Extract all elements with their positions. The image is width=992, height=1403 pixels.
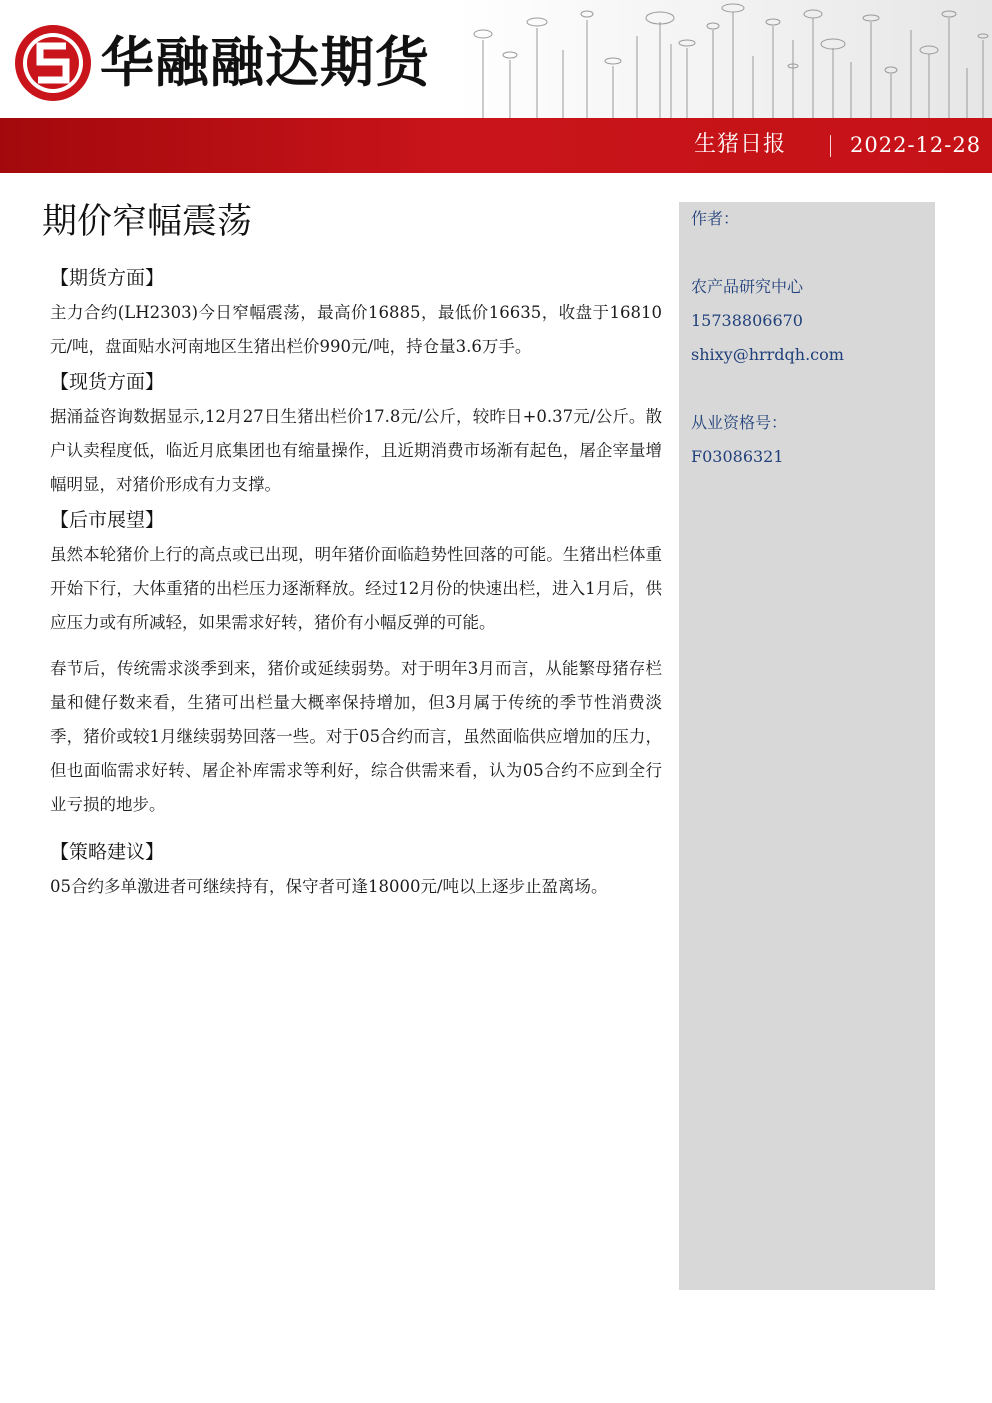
paragraph-futures: 主力合约(LH2303)今日窄幅震荡，最高价16885，最低价16635，收盘于16810元/吨，盘面贴水河南地区生猪出栏价990元/吨，持仓量3.6万手。 — [50, 303, 662, 356]
paragraph-outlook-2: 春节后，传统需求淡季到来，猪价或延续弱势。对于明年3月而言，从能繁母猪存栏量和健仔数来看，生猪可出栏量大概率保持增加，但3月属于传统的季节性消费淡季，猪价或较1月继续弱势回落一些。对于05合约而言，虽然面临供应增加的压力，但也面临需求好转、屠企补库需求等利好，综合供需来看，认为05合约不应到全行业亏损的地步。 — [50, 659, 662, 814]
decorative-line-pattern — [455, 0, 992, 118]
author-email: shixy@hrrdqh.com — [691, 345, 844, 364]
report-title: 期价窄幅震荡 — [42, 202, 253, 242]
paragraph-strategy: 05合约多单激进者可继续持有，保守者可逢18000元/吨以上逐步止盈离场。 — [50, 877, 608, 896]
qualification-label: 从业资格号： — [691, 413, 788, 432]
author-label: 作者： — [691, 209, 740, 228]
author-department: 农产品研究中心 — [691, 277, 804, 296]
report-body — [50, 260, 662, 904]
report-banner — [0, 118, 992, 173]
section-heading-strategy: 【策略建议】 — [50, 841, 165, 863]
company-logo-icon — [12, 22, 94, 104]
company-name: 华融融达期货 — [100, 31, 430, 94]
paragraph-spot: 据涌益咨询数据显示,12月27日生猪出栏价17.8元/公斤，较昨日+0.37元/公斤。散户认卖程度低，临近月底集团也有缩量操作，且近期消费市场渐有起色，屠企宰量增幅明显，对猪价形成有力支撑。 — [50, 407, 662, 494]
section-heading-futures: 【期货方面】 — [50, 267, 165, 289]
banner-divider — [830, 135, 831, 157]
report-name: 生猪日报 — [694, 132, 787, 157]
section-heading-outlook: 【后市展望】 — [50, 509, 165, 531]
report-header — [0, 0, 992, 175]
paragraph-outlook-1: 虽然本轮猪价上行的高点或已出现，明年猪价面临趋势性回落的可能。生猪出栏体重开始下行，大体重猪的出栏压力逐渐释放。经过12月份的快速出栏，进入1月后，供应压力或有所减轻，如果需求好转，猪价有小幅反弹的可能。 — [50, 545, 662, 632]
author-phone: 15738806670 — [691, 311, 803, 330]
report-date: 2022-12-28 — [850, 133, 982, 157]
author-sidebar — [679, 202, 935, 1290]
section-heading-spot: 【现货方面】 — [50, 371, 165, 393]
qualification-number: F03086321 — [691, 447, 784, 466]
